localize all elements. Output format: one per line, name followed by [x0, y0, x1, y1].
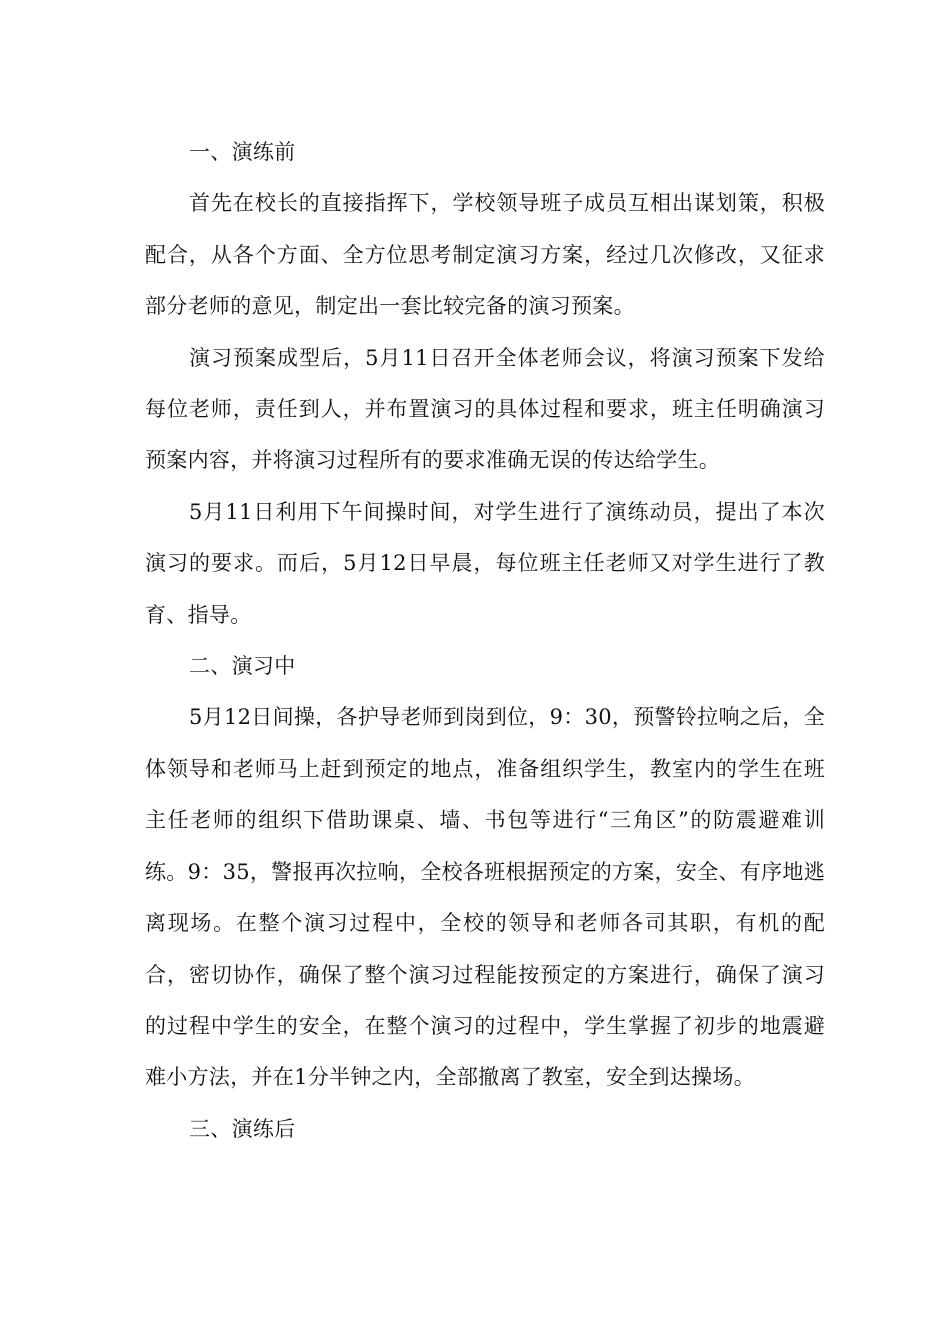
- paragraph-drill-process: 5月12日间操，各护导老师到岗到位，9：30，预警铃拉响之后，全体领导和老师马上赶到预定的地点，准备组织学生，教室内的学生在班主任老师的组织下借助课桌、墙、书包等进行“三角区”的防震避难训练。9：35，警报再次拉响，全校各班根据预定的方案，安全、有序地逃离现场。在整个演习过程中，全校的领导和老师各司其职，有机的配合，密切协作，确保了整个演习过程能按预定的方案进行，确保了演习的过程中学生的安全，在整个演习的过程中，学生掌握了初步的地震避难小方法，并在1分半钟之内，全部撤离了教室，安全到达操场。: [145, 705, 825, 1090]
- paragraph-teacher-meeting: 演习预案成型后，5月11日召开全体老师会议，将演习预案下发给每位老师，责任到人，并布置演习的具体过程和要求，班主任明确演习预案内容，并将演习过程所有的要求准确无误的传达给学生。: [145, 345, 825, 473]
- section-heading-during-drill: 二、演习中: [189, 654, 296, 679]
- section-heading-before-drill: 一、演练前: [189, 140, 296, 164]
- paragraph-student-mobilization: 5月11日利用下午间操时间，对学生进行了演练动员，提出了本次演习的要求。而后，5月12日早晨，每位班主任老师又对学生进行了教育、指导。: [145, 499, 825, 627]
- document-body: [145, 127, 825, 1155]
- paragraph-planning: 首先在校长的直接指挥下，学校领导班子成员互相出谋划策，积极配合，从各个方面、全方位思考制定演习方案，经过几次修改，又征求部分老师的意见，制定出一套比较完备的演习预案。: [145, 191, 825, 319]
- section-heading-after-drill: 三、演练后: [189, 1116, 296, 1141]
